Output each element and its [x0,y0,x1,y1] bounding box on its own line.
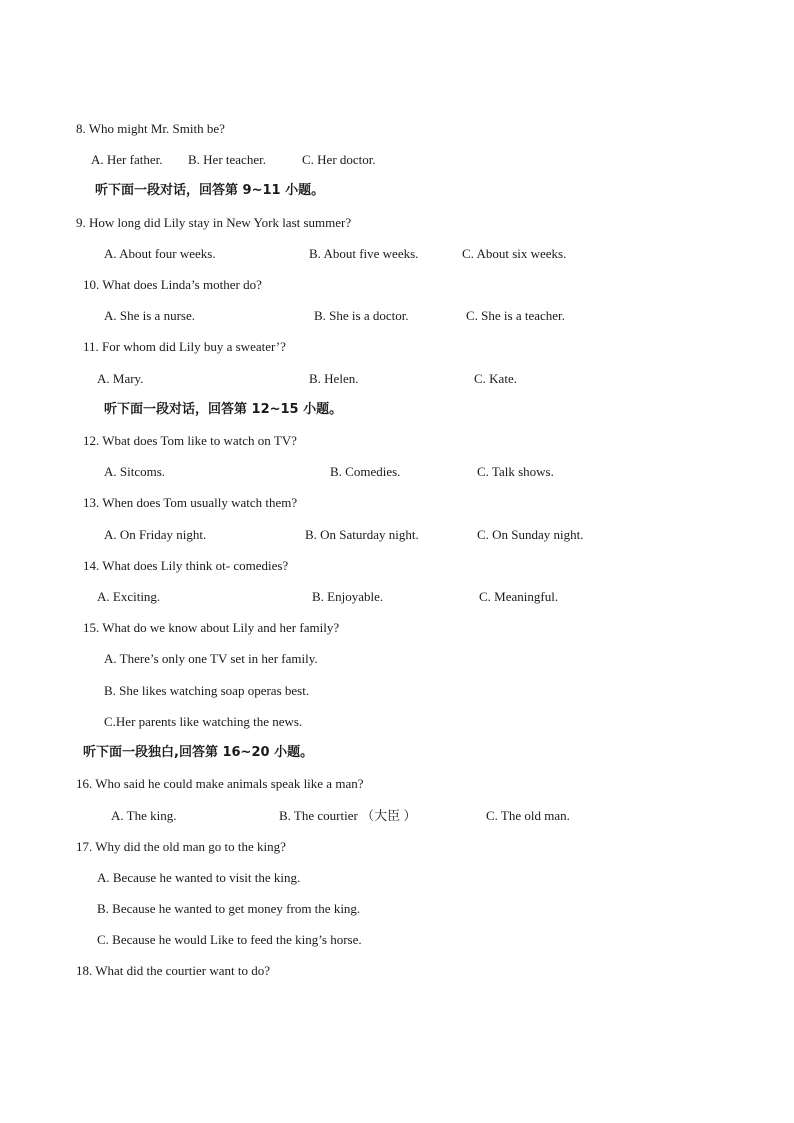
option-15b: B. She likes watching soap operas best. [104,683,310,698]
option-8a: A. Her father. [91,152,163,167]
option-14b: B. Enjoyable. [312,589,384,604]
section-header-16-20: 听下面一段独白,回答第 16~20 小题。 [83,745,314,760]
option-14a: A. Exciting. [97,589,161,604]
option-9c: C. About six weeks. [462,246,567,261]
question-18: 18. What did the courtier want to do? [76,963,270,978]
option-12c: C. Talk shows. [477,464,554,479]
option-8b: B. Her teacher. [188,152,266,167]
option-11b: B. Helen. [309,371,359,386]
option-9a: A. About four weeks. [104,246,216,261]
question-13: 13. When does Tom usually watch them? [83,495,298,510]
option-10b: B. She is a doctor. [314,308,409,323]
option-11a: A. Mary. [97,371,144,386]
option-10c: C. She is a teacher. [466,308,565,323]
question-12: 12. Wbat does Tom like to watch on TV? [83,433,297,448]
question-9: 9. How long did Lily stay in New York last summer? [76,215,352,230]
option-10a: A. She is a nurse. [104,308,195,323]
question-14: 14. What does Lily think ot- comedies? [83,558,289,573]
option-16c: C. The old man. [486,808,570,823]
option-16b: B. The courtier （大臣 ） [279,808,417,823]
option-8c: C. Her doctor. [302,152,376,167]
option-12b: B. Comedies. [330,464,401,479]
option-15a: A. There’s only one TV set in her family. [104,651,318,666]
option-13c: C. On Sunday night. [477,527,584,542]
question-8: 8. Who might Mr. Smith be? [76,121,225,136]
option-14c: C. Meaningful. [479,589,559,604]
option-13a: A. On Friday night. [104,527,207,542]
question-16: 16. Who said he could make animals speak like a man? [76,776,364,791]
section-header-12-15: 听下面一段对话，回答第 12~15 小题。 [104,402,343,417]
option-12a: A. Sitcoms. [104,464,166,479]
section-header-9-11: 听下面一段对话，回答第 9~11 小题。 [95,183,325,198]
option-9b: B. About five weeks. [309,246,419,261]
option-17c: C. Because he would Like to feed the king’s horse. [97,932,362,947]
option-13b: B. On Saturday night. [305,527,419,542]
option-15c: C.Her parents like watching the news. [104,714,303,729]
question-10: 10. What does Linda’s mother do? [83,277,262,292]
option-17a: A. Because he wanted to visit the king. [97,870,301,885]
option-11c: C. Kate. [474,371,517,386]
question-17: 17. Why did the old man go to the king? [76,839,286,854]
question-11: 11. For whom did Lily buy a sweater’? [83,339,286,354]
option-16a: A. The king. [111,808,177,823]
question-15: 15. What do we know about Lily and her family? [83,620,340,635]
option-17b: B. Because he wanted to get money from the king. [97,901,361,916]
